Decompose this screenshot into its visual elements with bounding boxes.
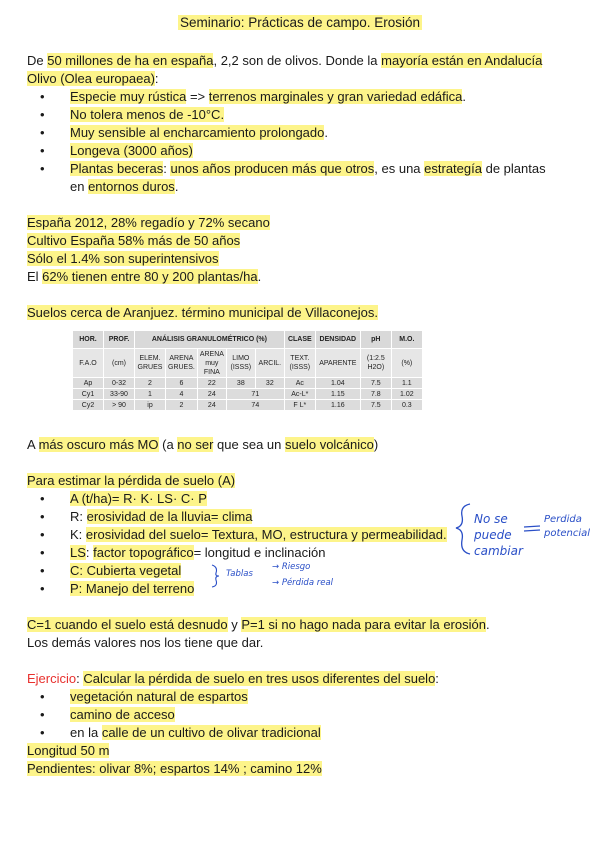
table-cell: 0.3 [391,400,422,411]
table-cell: 1.15 [315,389,360,400]
table-cell: 2 [135,378,166,389]
note-riesgo: → Riesgo [272,562,311,572]
table-subheader-cell: ARENA muy FINA [197,349,226,378]
table-cell: Ap [73,378,104,389]
table-cell: 4 [166,389,198,400]
intro-line: De 50 millones de ha en españa, 2,2 son de olivos. Donde la mayoría están en Andalucía [27,53,543,68]
table-subheader-cell: LIMO (ISSS) [226,349,255,378]
table-cell: 38 [226,378,255,389]
table-header-row [73,331,423,349]
table-cell: 71 [226,389,284,400]
bullet-icon: • [40,581,45,596]
table-cell: 0-32 [104,378,135,389]
table-subheader-cell: (cm) [104,349,135,378]
longitud-line: Longitud 50 m [27,743,110,758]
bullet-icon: • [40,689,45,704]
formula-usle: A (t/ha)= R· K· LS· C· P [70,491,207,506]
bullet-beceras-cont: en entornos duros. [70,179,179,194]
mo-line: A más oscuro más MO (a no ser que sea un suelo volcánico) [27,437,379,452]
uso-olivar: en la calle de un cultivo de olivar tradicional [70,725,321,740]
table-cell: 1.02 [391,389,422,400]
table-cell: 32 [255,378,284,389]
table-header-cell: CLASE [284,331,315,349]
table-header-cell: DENSIDAD [315,331,360,349]
bullet-icon: • [40,89,45,104]
note-puede: puede [474,528,512,542]
factor-ls: LS: factor topográfico= longitud e inclinación [70,545,326,560]
table-cell: 1.1 [391,378,422,389]
uso-espartos: vegetación natural de espartos [70,689,248,704]
table-cell: 74 [226,400,284,411]
table-cell: 6 [166,378,198,389]
table-cell: > 90 [104,400,135,411]
note-perdida: Perdida [544,514,582,525]
table-cell: 7.5 [360,378,391,389]
table-cell: 7.5 [360,400,391,411]
bullet-sensible: Muy sensible al encharcamiento prolongado. [70,125,329,140]
bullet-longeva: Longeva (3000 años) [70,143,193,158]
cp-line: C=1 cuando el suelo está desnudo y P=1 si no hago nada para evitar la erosión. [27,617,490,632]
table-row [73,389,423,400]
factor-p: P: Manejo del terreno [70,581,195,596]
table-subheader-cell: ELEM. GRUES [135,349,166,378]
table-cell: Cy1 [73,389,104,400]
bullet-icon: • [40,707,45,722]
table-subheader-row [73,349,423,378]
bullet-icon: • [40,107,45,122]
document-title: Seminario: Prácticas de campo. Erosión [179,15,421,30]
table-cell: 22 [197,378,226,389]
note-no-se: No se [474,512,508,526]
pendientes-line: Pendientes: olivar 8%; espartos 14% ; camino 12% [27,761,322,776]
bullet-icon: • [40,161,45,176]
table-cell: ip [135,400,166,411]
soils-line: Suelos cerca de Aranjuez. término municipal de Villaconejos. [27,305,378,320]
note-perdida-real: → Pérdida real [272,578,334,588]
ejercicio-line: Ejercicio: Calcular la pérdida de suelo en tres usos diferentes del suelo: [27,671,439,686]
factor-r: R: erosividad de la lluvia= clima [70,509,253,524]
table-subheader-cell: APARENTE [315,349,360,378]
table-header-cell: HOR. [73,331,104,349]
table-subheader-cell: F.A.O [73,349,104,378]
factor-c: C: Cubierta vegetal [70,563,182,578]
stat-plantas: El 62% tienen entre 80 y 200 plantas/ha. [27,269,262,284]
table-cell: Ac [284,378,315,389]
table-header-cell: PROF. [104,331,135,349]
table-cell: 1.04 [315,378,360,389]
uso-camino: camino de acceso [70,707,175,722]
table-header-cell: ANÁLISIS GRANULOMÉTRICO (%) [135,331,285,349]
table-cell: 7.8 [360,389,391,400]
factor-k: K: erosividad del suelo= Textura, MO, estructura y permeabilidad. [70,527,447,542]
table-cell: 2 [166,400,198,411]
equals-sign-icon [522,524,544,534]
table-cell: 1 [135,389,166,400]
table-subheader-cell: TEXT. (ISSS) [284,349,315,378]
table-header-cell: pH [360,331,391,349]
bullet-icon: • [40,563,45,578]
bullet-icon: • [40,725,45,740]
bullet-rustica: Especie muy rústica => terrenos marginales y gran variedad edáfica. [70,89,467,104]
table-subheader-cell: ARCIL. [255,349,284,378]
cp-other-values: Los demás valores nos los tiene que dar. [27,635,264,650]
bullet-icon: • [40,545,45,560]
note-cambiar: cambiar [474,544,523,558]
perdida-intro: Para estimar la pérdida de suelo (A) [27,473,236,488]
bullet-beceras: Plantas beceras: unos años producen más que otros, es una estrategía de plantas [70,161,546,176]
bullet-icon: • [40,143,45,158]
stat-regadio: España 2012, 28% regadío y 72% secano [27,215,270,230]
bullet-icon: • [40,491,45,506]
bullet-tolera: No tolera menos de -10°C. [70,107,225,122]
stat-cultivo: Cultivo España 58% más de 50 años [27,233,241,248]
curly-brace-icon [208,563,222,589]
table-cell: 33-90 [104,389,135,400]
table-cell: 24 [197,389,226,400]
table-row [73,400,423,411]
soil-analysis-table [72,330,423,411]
bullet-icon: • [40,527,45,542]
note-potencial: potencial [544,528,591,539]
olivo-heading: Olivo (Olea europaea): [27,71,159,86]
bullet-icon: • [40,509,45,524]
table-cell: F L* [284,400,315,411]
bullet-icon: • [40,125,45,140]
table-row [73,378,423,389]
table-cell: 1.16 [315,400,360,411]
note-tablas: Tablas [226,569,253,579]
stat-superintensivos: Sólo el 1.4% son superintensivos [27,251,219,266]
table-header-cell: M.O. [391,331,422,349]
table-cell: Ac-L* [284,389,315,400]
table-cell: Cy2 [73,400,104,411]
table-subheader-cell: ARENA GRUES. [166,349,198,378]
table-subheader-cell: (%) [391,349,422,378]
table-subheader-cell: (1:2.5 H2O) [360,349,391,378]
table-cell: 24 [197,400,226,411]
